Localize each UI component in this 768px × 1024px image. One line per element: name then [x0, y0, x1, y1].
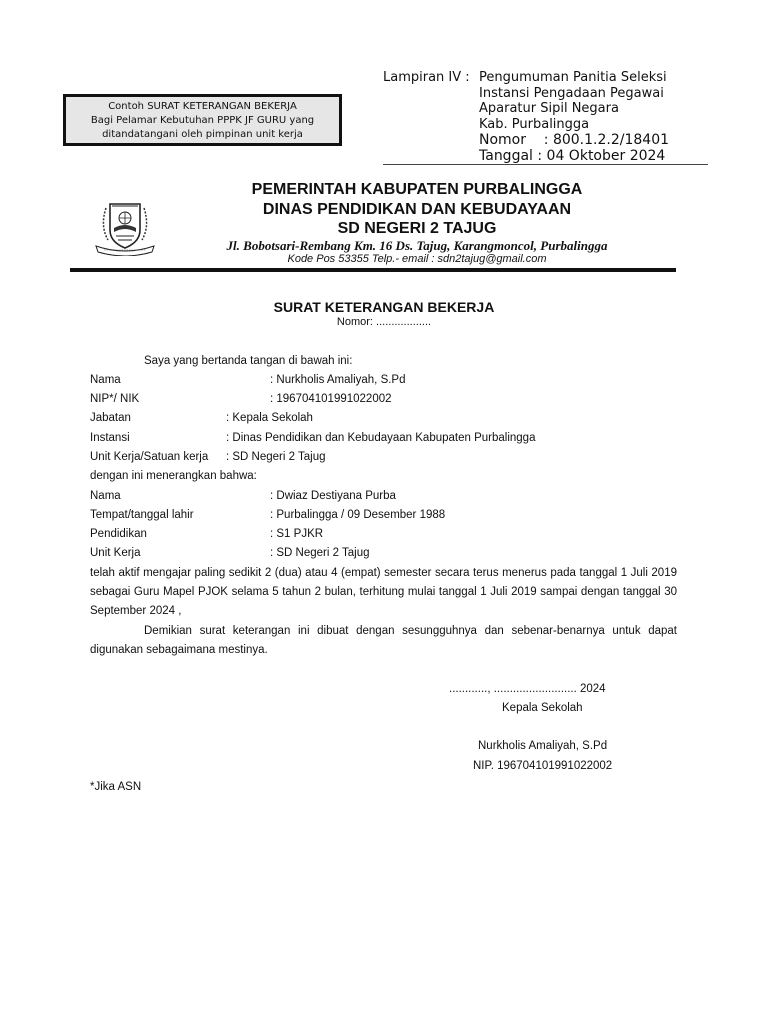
kop-government: PEMERINTAH KABUPATEN PURBALINGGA [251, 181, 583, 198]
subject-unit-value: : SD Negeri 2 Tajug [270, 547, 370, 559]
lampiran-row: Kab. Purbalingga [479, 116, 590, 132]
signature-nip: NIP. 196704101991022002 [473, 760, 613, 772]
subject-name-label: Nama [90, 490, 121, 502]
lampiran-row: Aparatur Sipil Negara [479, 101, 619, 116]
crest-logo-icon [92, 196, 158, 256]
kop-address: Jl. Bobotsari-Rembang Km. 16 Ds. Tajug, Karangmoncol, Purbalingga [226, 238, 608, 253]
declaration-text: dengan ini menerangkan bahwa: [90, 470, 257, 482]
kop-school: SD NEGERI 2 TAJUG [337, 220, 497, 237]
signature-place-date: ............, .......................... 2024 [449, 683, 606, 695]
signer-nip-label: NIP*/ NIK [90, 393, 140, 405]
signer-nip-value: : 196704101991022002 [270, 393, 392, 405]
signer-agency-label: Instansi [90, 432, 130, 444]
signer-unit-label: Unit Kerja/Satuan kerja [90, 451, 209, 463]
subject-name-value: : Dwiaz Destiyana Purba [270, 490, 396, 502]
signature-position: Kepala Sekolah [502, 702, 583, 714]
note-line: Bagi Pelamar Kebutuhan PPPK JF GURU yang [90, 115, 315, 126]
lampiran-block [383, 70, 669, 164]
letter-title: SURAT KETERANGAN BEKERJA [273, 299, 495, 315]
body-paragraph: telah aktif mengajar paling sedikit 2 (dua) atau 4 (empat) semester secara terus menerus pada tanggal 1 Juli 2019 sebagai Guru Mapel PJOK selama 5 tahun 2 bulan, terhitung mulai tanggal 1 Juli 2019 sampai dengan tanggal 30 September 2024 , [90, 567, 677, 618]
subject-education-value: : S1 PJKR [270, 528, 324, 540]
lampiran-row-tanggal: Tanggal : 04 Oktober 2024 [479, 148, 666, 164]
subject-birth-label: Tempat/tanggal lahir [90, 509, 194, 521]
kop-department: DINAS PENDIDIKAN DAN KEBUDAYAAN [262, 201, 572, 218]
signer-position-value: : Kepala Sekolah [226, 412, 313, 424]
note-line: ditandatangani oleh pimpinan unit kerja [102, 129, 303, 140]
kop-contact: Kode Pos 53355 Telp.- email : sdn2tajug@gmail.com [287, 253, 547, 265]
subject-unit-label: Unit Kerja [90, 547, 141, 559]
sample-note-box [63, 94, 342, 146]
signer-position-label: Jabatan [90, 412, 131, 424]
lampiran-row: Lampiran IV : Pengumuman Panitia Seleksi [383, 70, 667, 85]
signer-name-value: : Nurkholis Amaliyah, S.Pd [270, 374, 406, 386]
signature-name: Nurkholis Amaliyah, S.Pd [478, 740, 608, 752]
intro-text: Saya yang bertanda tangan di bawah ini: [144, 355, 353, 367]
subject-birth-value: : Purbalingga / 09 Desember 1988 [270, 509, 446, 521]
closing-paragraph: Demikian surat keterangan ini dibuat dengan sesungguhnya dan sebenar-benarnya untuk dapat digunakan sebagaimana mestinya. [90, 625, 677, 657]
lampiran-row-nomor: Nomor : 800.1.2.2/18401 [479, 132, 670, 148]
note-line: Contoh SURAT KETERANGAN BEKERJA [108, 101, 297, 112]
footnote: *Jika ASN [90, 781, 142, 793]
letterhead-rule [70, 268, 676, 272]
signer-name-label: Nama [90, 374, 121, 386]
signer-agency-value: : Dinas Pendidikan dan Kebudayaan Kabupaten Purbalingga [226, 432, 536, 444]
lampiran-row: Instansi Pengadaan Pegawai [479, 85, 664, 101]
lampiran-underline [383, 164, 708, 165]
subject-education-label: Pendidikan [90, 528, 147, 540]
signer-unit-value: : SD Negeri 2 Tajug [226, 451, 326, 463]
letter-number: Nomor: .................. [336, 316, 432, 328]
